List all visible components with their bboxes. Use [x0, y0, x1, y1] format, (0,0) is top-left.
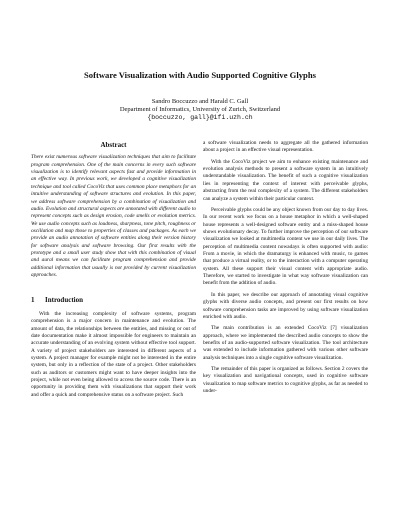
abstract-heading: Abstract	[100, 141, 127, 149]
paper-title: Software Visualization with Audio Supported Cognitive Glyphs	[84, 70, 316, 80]
right-paragraph-3: Perceivable glyphs could be any object known from our day to day lives. In our recent work we focus on a house metaphor in which a well-shaped house represents a well-designed software entity and a miss-shaped house shows evolutionary decay. To further improve the perception of our software visualization we looked at multimedia content we use in our daily lives. The perception of multimedia content nowadays is often supported with audio: From a movie, in which the dramaturgy is enhanced with music, to games that produce a virtual reality, or to the interaction with a computer operating system. All these support their visual content with appropriate audio. Therefore, we started to investigate in what way software visualization can benefit from the addition of audio.	[203, 206, 368, 287]
right-paragraph-1: a software visualization needs to aggregate all the gathered information about a project in an effective visual representation.	[203, 140, 368, 154]
right-paragraph-6: The remainder of this paper is organized as follows. Section 2 covers the key visualization and navigational concepts, used in cognitive software visualization to map software metrics to cognitive glyphs, as far as needed to under-	[203, 366, 368, 395]
right-paragraph-2: With the CocoViz project we aim to enhance existing maintenance and evolution analysis methods to present a software system in an intuitively understandable visualization. The benefit of such a cognitive visualization lies in representing the context of interest with perceivable glyphs, abstracting from the real complexity of a system. The different stakeholders can analyze a system within their particular context.	[203, 158, 368, 202]
paper-emails: {boccuzzo, gall}@ifi.uzh.ch	[147, 114, 253, 121]
left-column	[31, 142, 196, 399]
section-title: Introduction	[45, 296, 83, 305]
section-heading-introduction	[31, 297, 196, 304]
right-paragraph-5: The main contribution is an extended CocoViz [7] visualization approach, where we implemented the described audio concepts to show the benefits of an audio-supported software visualization. The tool architecture was extended to include information gathered with various other software analysis techniques into a single cognitive software visualization.	[203, 325, 368, 361]
abstract-section	[31, 142, 196, 279]
paper-authors: Sandro Boccuzzo and Harald C. Gall	[151, 98, 249, 105]
abstract-text: There exist numerous software visualization techniques that aim to facilitate program comprehension. One of the main concerns in every such software visualization is to identify relevant aspects fast and provide information in an effective way. In previous work, we developed a cognitive visualization technique and tool called CocoViz that uses common place metaphors for an intuitive understanding of software structures and evolution. In this paper, we address software comprehension by a combination of visualization and audio. Evolution and structural aspects are annotated with different audio to represent concepts such as design erosion, code smells or evolution metrics. We use audio concepts such as loudness, sharpness, tone pitch, roughness or oscillation and map those to properties of classes and packages. As each we provide an audio annotation of software entities along their version history for software analysis and software browsing. Our first results with the prototype and a small user study show that with this combination of visual and aural means we can facilitate program comprehension and provide additional information that usually is not provided by current visualization approaches.	[31, 154, 196, 279]
right-column	[203, 140, 368, 396]
right-paragraph-4: In this paper, we describe our approach of annotating visual cognitive glyphs with diverse audio concepts, and present our first results on how software comprehension tasks are improved by using software visualization enriched with audio.	[203, 291, 368, 320]
section-number: 1	[31, 296, 35, 305]
paper-affiliation: Department of Informatics, University of Zurich, Switzerland	[119, 106, 281, 113]
intro-paragraph-1: With the increasing complexity of software systems, program comprehension is a major concern in maintenance and evolution. The amount of data, the relationships between the entities, and missing or out of date documentation make it almost impossible for engineers to maintain an accurate understanding of an evolving system without effective tool support. A variety of project stakeholders are interested in different aspects of a system. A project manager for example might not be interested in the entire system, but only in a reflection of the state of a project. Other stakeholders such as auditors or customers might want to have deeper insights into the project, while not even being allowed to access the source code. There is an opportunity in providing them with visualizations that support their work and offer a quick and comprehensive status on a software project. Such	[31, 310, 196, 398]
